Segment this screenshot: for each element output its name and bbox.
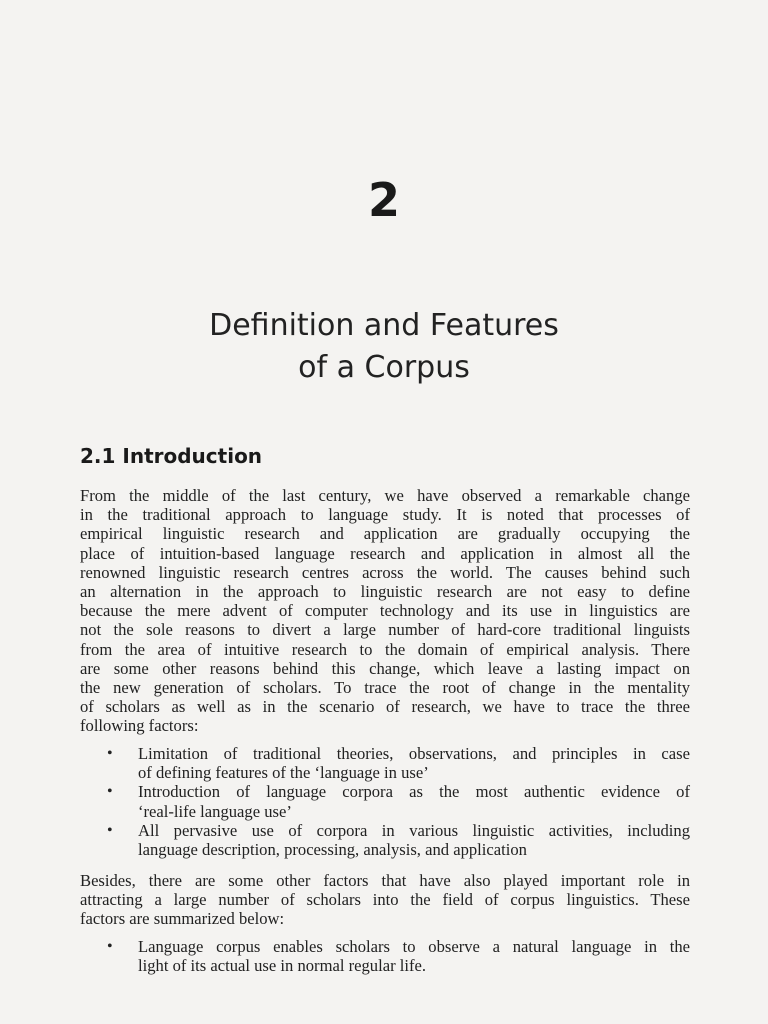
list-item-line: language description, processing, analysis, and application xyxy=(138,839,527,859)
paragraph-line: From the middle of the last century, we have observed a remarkable change xyxy=(80,486,690,505)
paragraph-line: place of intuition-based language research and application in almost all the xyxy=(80,543,690,563)
paragraph-line: of scholars as well as in the scenario of research, we have to trace the three xyxy=(80,697,690,717)
paragraph-line: are some other reasons behind this change, which leave a lasting impact on xyxy=(80,658,690,678)
list-item-line: of defining features of the ‘language in use’ xyxy=(138,763,429,783)
paragraph-line: following factors: xyxy=(80,716,199,736)
list-item xyxy=(80,744,690,782)
section-heading: 2.1 Introduction xyxy=(80,444,263,468)
list-item xyxy=(80,821,690,859)
factors-list xyxy=(80,744,690,859)
factors-paragraph xyxy=(80,871,690,929)
chapter-title-line: Definition and Features xyxy=(209,308,559,343)
paragraph-line: renowned linguistic research centres across the world. The causes behind such xyxy=(80,562,690,582)
paragraph-line: because the mere advent of computer technology and its use in linguistics are xyxy=(80,601,690,621)
paragraph-line: empirical linguistic research and application are gradually occupying the xyxy=(80,524,690,544)
bullet-marker: • xyxy=(107,821,113,839)
bullet-marker: • xyxy=(107,745,113,762)
intro-paragraph xyxy=(80,486,690,735)
chapter-title-line: of a Corpus xyxy=(298,350,470,385)
list-item-line: Introduction of language corpora as the most authentic evidence of xyxy=(138,782,690,802)
chapter-number: 2 xyxy=(367,173,400,227)
paragraph-line: from the area of intuitive research to the domain of empirical analysis. There xyxy=(80,639,690,659)
paragraph-line: attracting a large number of scholars into the field of corpus linguistics. These xyxy=(80,890,690,910)
bullet-marker: • xyxy=(107,938,113,955)
list-item xyxy=(80,937,690,975)
list-item-line: light of its actual use in normal regular life. xyxy=(138,956,427,976)
bullet-marker: • xyxy=(107,783,113,801)
paragraph-line: an alternation in the approach to linguistic research are not easy to define xyxy=(80,581,690,601)
list-item-line: Language corpus enables scholars to observe a natural language in the xyxy=(138,937,690,956)
chapter-title xyxy=(0,305,768,389)
list-item-line: Limitation of traditional theories, observations, and principles in case xyxy=(138,744,690,763)
paragraph-line: not the sole reasons to divert a large number of hard-core traditional linguists xyxy=(80,620,690,640)
paragraph-line: factors are summarized below: xyxy=(80,909,285,929)
summary-list xyxy=(80,937,690,975)
paragraph-line: in the traditional approach to language study. It is noted that processes of xyxy=(80,505,690,525)
list-item-line: ‘real-life language use’ xyxy=(138,801,292,821)
paragraph-line: Besides, there are some other factors that have also played important role in xyxy=(80,871,690,890)
paragraph-line: the new generation of scholars. To trace the root of change in the mentality xyxy=(80,677,690,697)
list-item-line: All pervasive use of corpora in various linguistic activities, including xyxy=(138,820,690,840)
list-item xyxy=(80,782,690,820)
